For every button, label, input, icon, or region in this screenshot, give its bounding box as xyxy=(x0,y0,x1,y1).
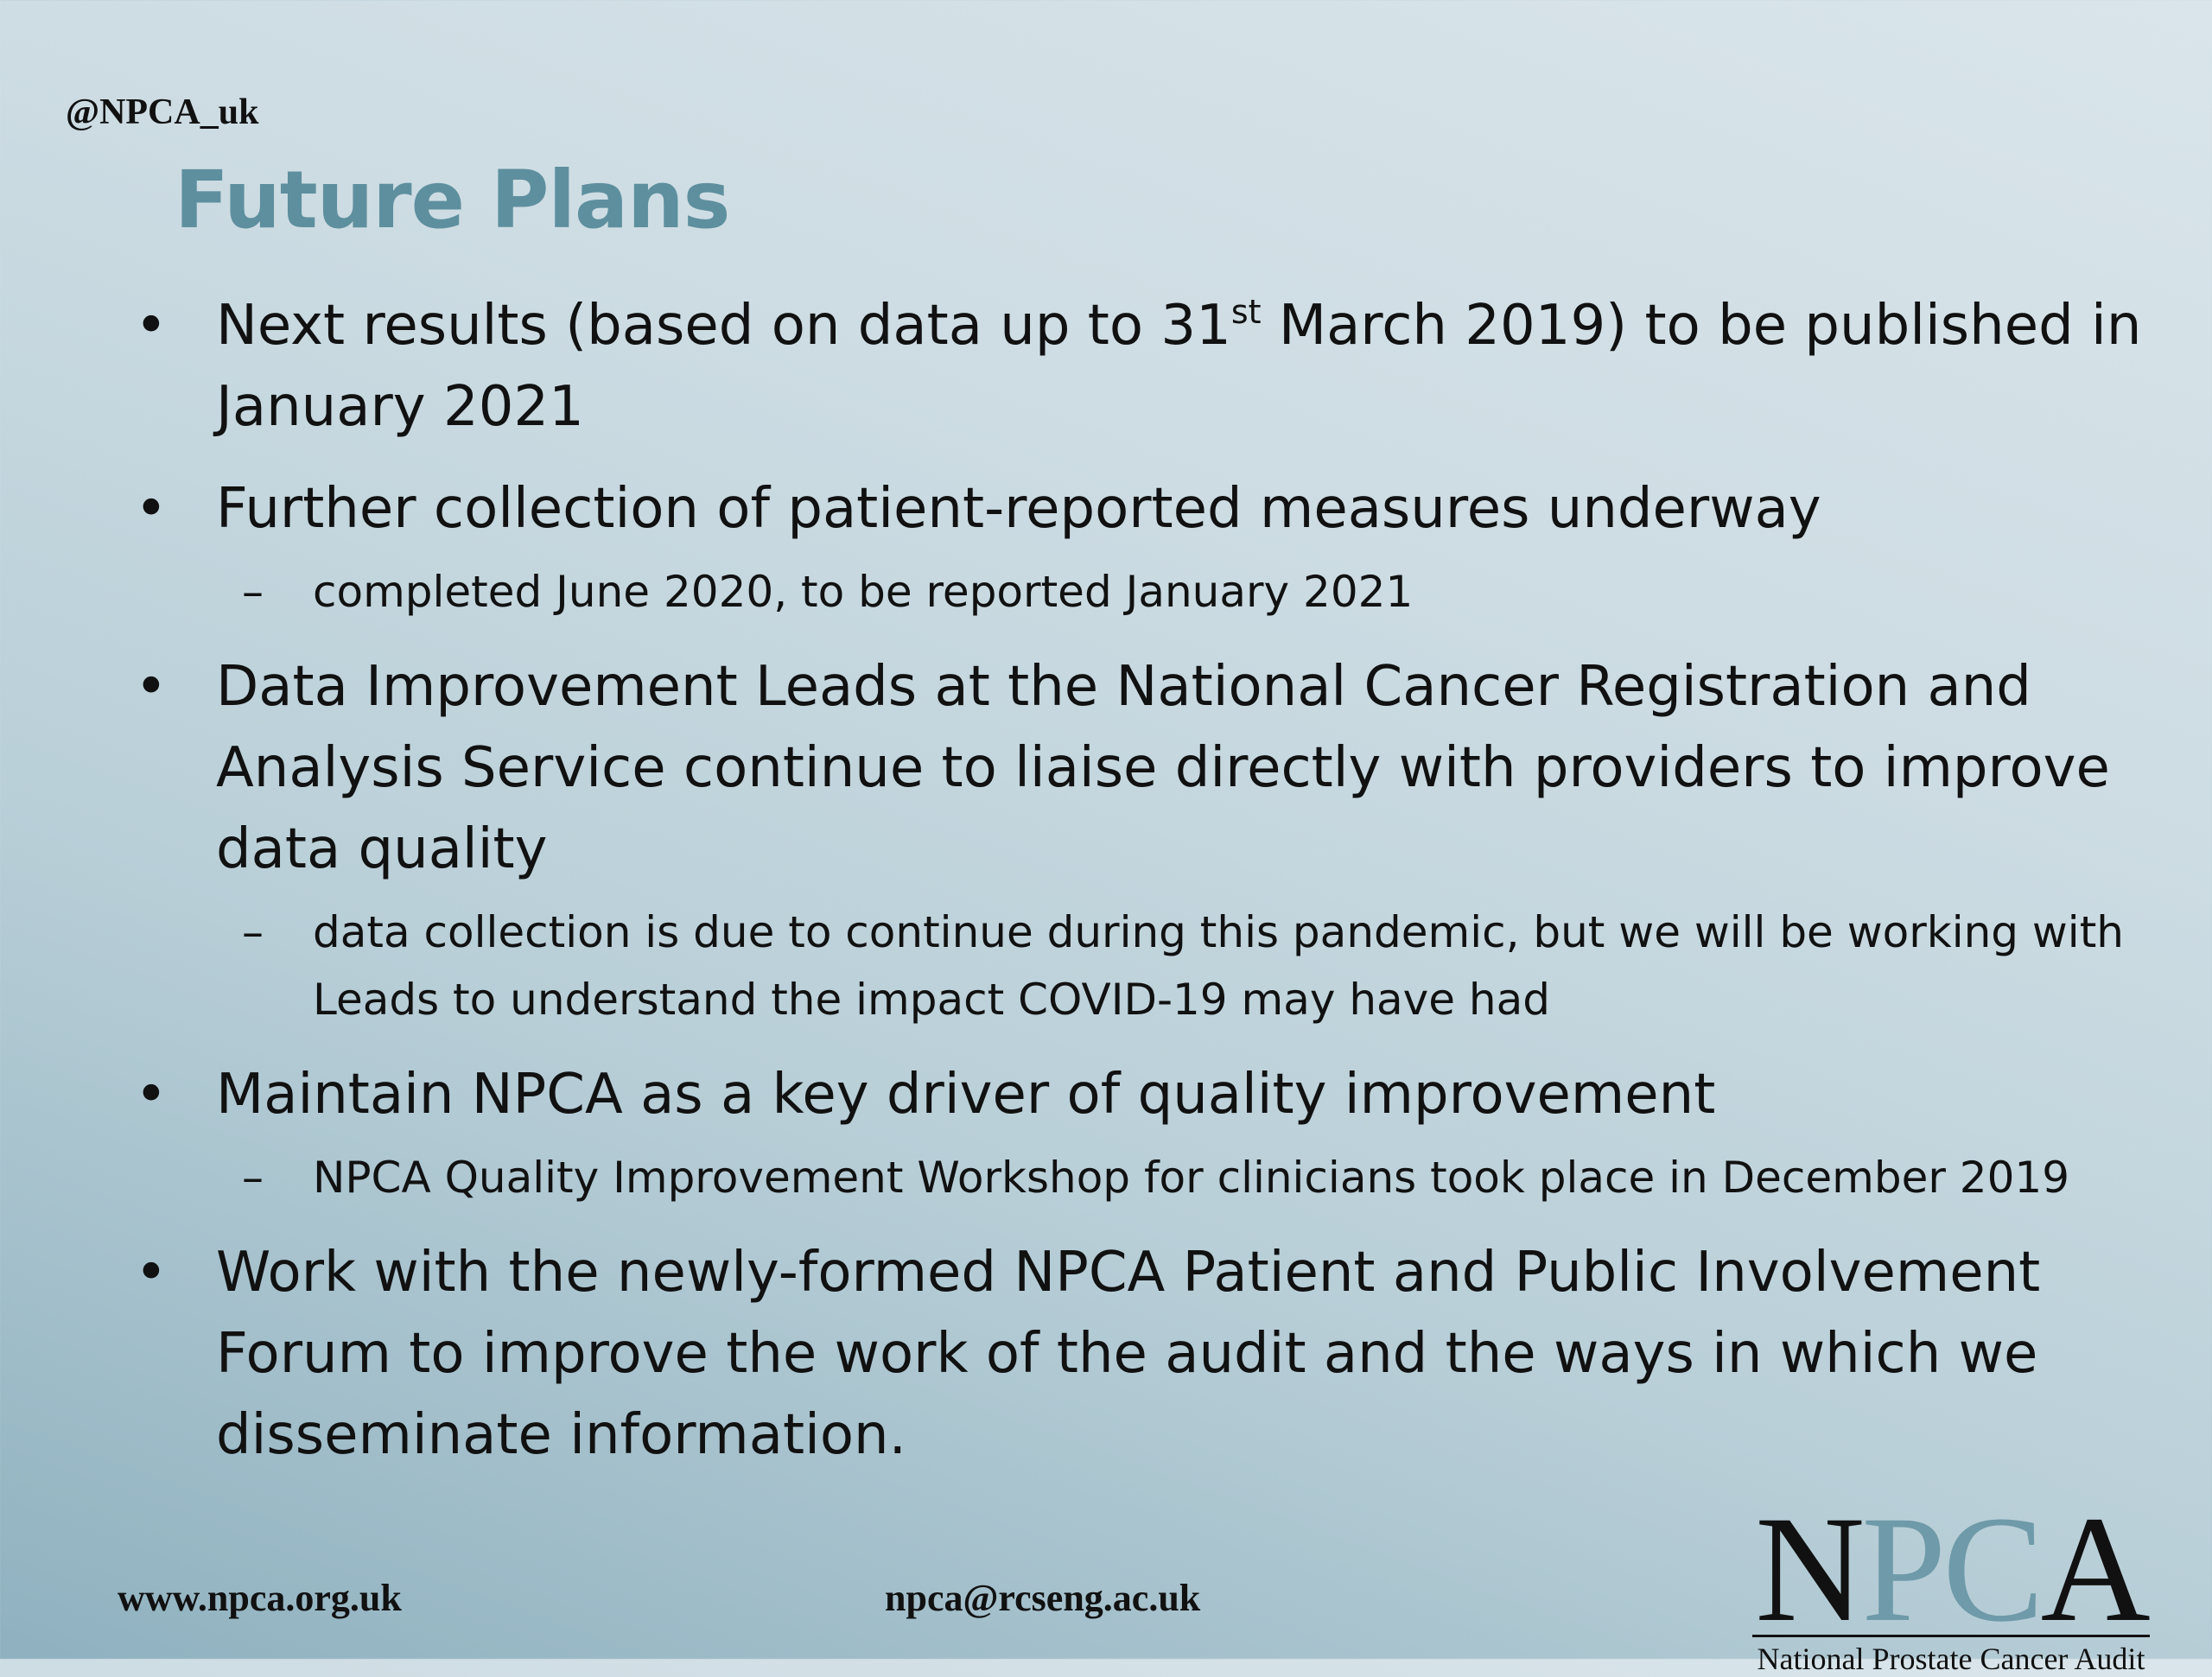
ordinal-suffix: st xyxy=(1230,293,1262,331)
bullet-item xyxy=(121,468,2160,549)
bullet-marker: • xyxy=(135,1063,168,1127)
bullet-marker: • xyxy=(135,655,168,719)
sub-bullet-marker: – xyxy=(242,1153,264,1203)
bullet-text: Maintain NPCA as a key driver of quality improvement xyxy=(216,1063,1716,1127)
logo-subtitle: National Prostate Cancer Audit xyxy=(1752,1635,2150,1677)
sub-bullet-text: NPCA Quality Improvement Workshop for clinicians took place in December 2019 xyxy=(313,1153,2070,1203)
footer-website: www.npca.org.uk xyxy=(118,1577,402,1619)
bullet-marker: • xyxy=(135,294,168,358)
sub-bullet-text: completed June 2020, to be reported January 2021 xyxy=(313,567,1414,617)
bullet-item xyxy=(121,285,2160,448)
bullet-list xyxy=(121,285,2160,1476)
bullet-item xyxy=(121,1232,2160,1476)
sub-bullet-item xyxy=(121,899,2160,1033)
bullet-item xyxy=(121,646,2160,890)
sub-bullet-item xyxy=(121,558,2160,626)
sub-bullet-item xyxy=(121,1144,2160,1211)
logo-letters: NPCA xyxy=(1755,1485,2147,1654)
bullet-text: Further collection of patient-reported measures underway xyxy=(216,477,1821,541)
sub-bullet-marker: – xyxy=(242,567,264,617)
slide-title: Future Plans xyxy=(175,154,730,246)
twitter-handle: @NPCA_uk xyxy=(66,92,259,132)
bullet-text: Next results (based on data up to 31st March 2019) to be published in January 2021 xyxy=(216,293,2142,439)
sub-bullet-text: data collection is due to continue during this pandemic, but we will be working with Leads to understand the impact COVID-19 may have had xyxy=(313,907,2124,1025)
bullet-marker: • xyxy=(135,1241,168,1305)
npca-logo xyxy=(1752,1485,2150,1677)
bullet-item xyxy=(121,1054,2160,1135)
bullet-text: Work with the newly-formed NPCA Patient and Public Involvement Forum to improve the work of the audit and the ways in which we disseminate information. xyxy=(216,1241,2041,1467)
bullet-text: Data Improvement Leads at the National Cancer Registration and Analysis Service continue to liaise directly with providers to improve data quality xyxy=(216,655,2110,881)
sub-bullet-marker: – xyxy=(242,907,264,957)
bullet-marker: • xyxy=(135,477,168,541)
footer-email: npca@rcseng.ac.uk xyxy=(885,1577,1201,1619)
